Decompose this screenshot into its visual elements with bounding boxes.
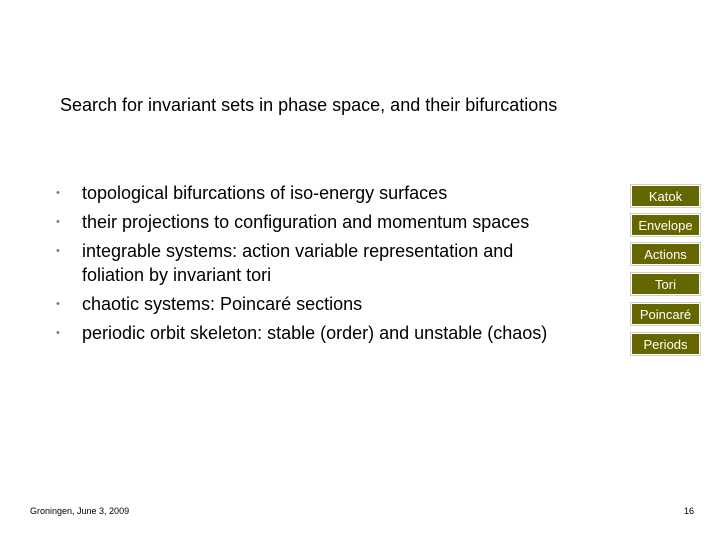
bullet-text: periodic orbit skeleton: stable (order) and unstable (chaos) <box>82 323 548 343</box>
bullet-text: chaotic systems: Poincaré sections <box>82 294 363 314</box>
list-item <box>56 292 616 316</box>
tori-button[interactable]: Tori <box>631 273 700 295</box>
bullet-icon: • <box>56 245 60 257</box>
bullet-icon: • <box>56 187 60 199</box>
periods-button[interactable]: Periods <box>631 333 700 355</box>
envelope-button[interactable]: Envelope <box>631 214 700 236</box>
bullet-icon: • <box>56 298 60 310</box>
bullet-text: topological bifurcations of iso-energy surfaces <box>82 183 448 203</box>
list-item <box>56 239 562 287</box>
footer-date: Groningen, June 3, 2009 <box>30 506 130 516</box>
bullet-icon: • <box>56 216 60 228</box>
list-item <box>56 181 616 205</box>
list-item <box>56 321 616 345</box>
bullet-icon: • <box>56 327 60 339</box>
page-number: 16 <box>683 506 694 516</box>
list-item <box>56 210 616 234</box>
slide-title: Search for invariant sets in phase space, and their bifurcations <box>60 95 558 115</box>
katok-button[interactable]: Katok <box>631 185 700 207</box>
bullet-text: integrable systems: action variable representation and foliation by invariant tori <box>82 241 514 285</box>
actions-button[interactable]: Actions <box>631 243 700 265</box>
bullet-text: their projections to configuration and momentum spaces <box>82 212 530 232</box>
poincare-button[interactable]: Poincaré <box>631 303 700 325</box>
bullet-list <box>56 181 616 350</box>
